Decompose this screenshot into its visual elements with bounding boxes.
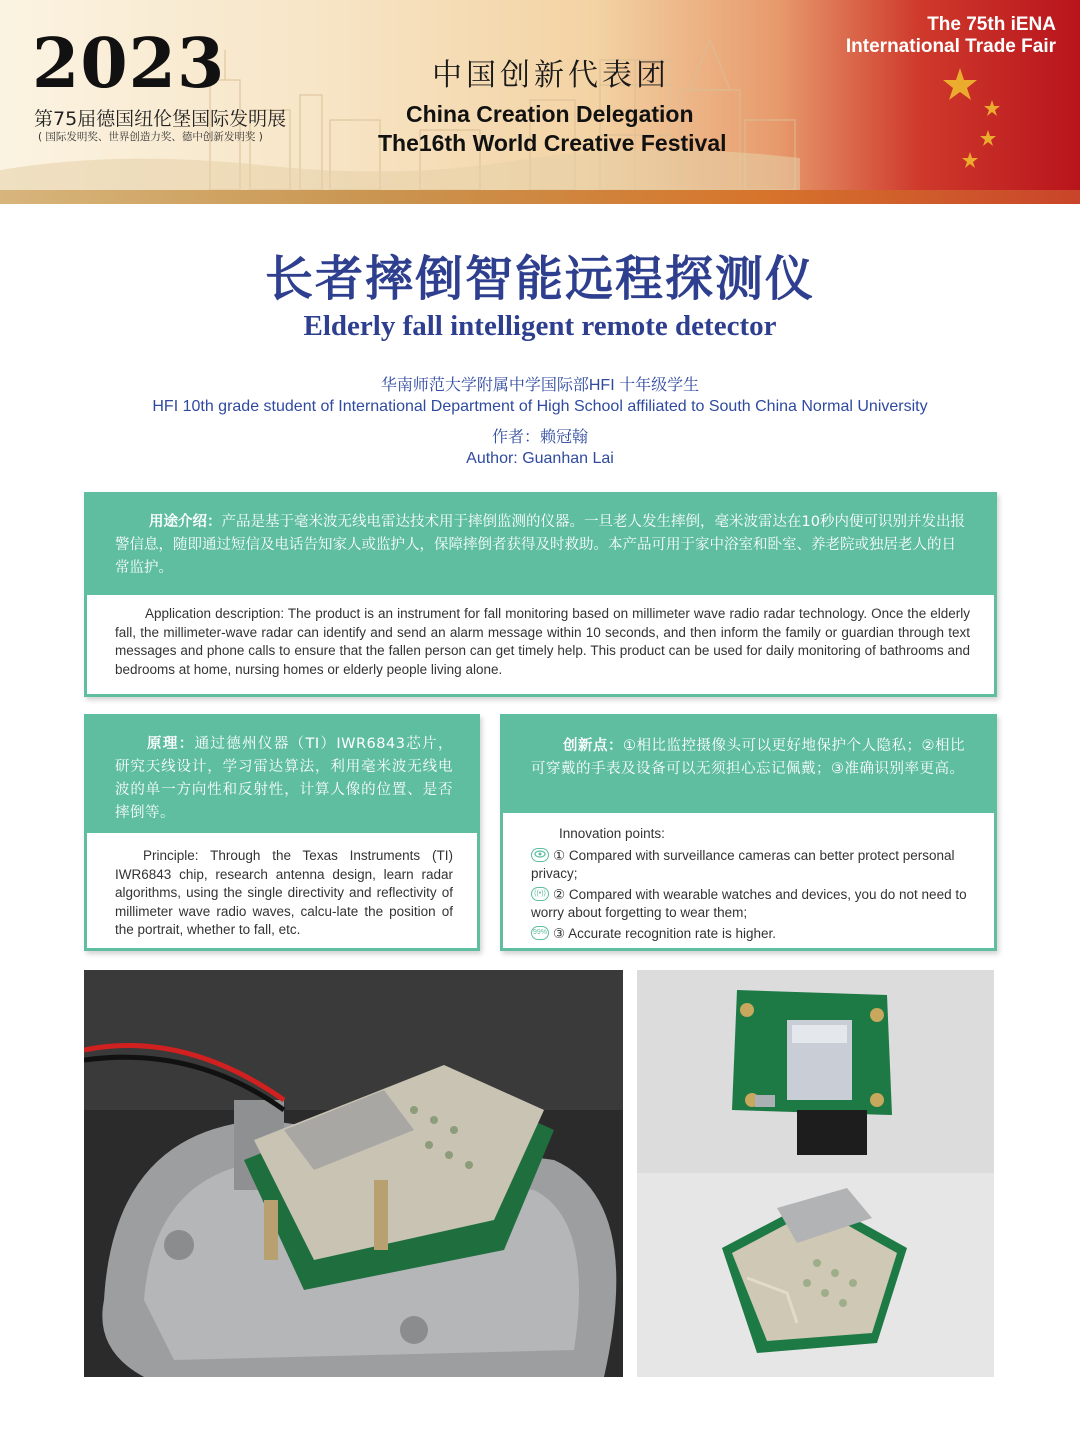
radar-board-angled-image [637, 1173, 994, 1377]
project-title-cn: 长者摔倒智能远程探测仪 [264, 251, 815, 307]
affiliation-cn: 华南师范大学附属中学国际部HFI 十年级学生 [380, 377, 700, 394]
innovation-section [500, 714, 997, 951]
device-photo-angle-view [637, 1173, 994, 1377]
delegation-name-en: China Creation Delegation [406, 101, 694, 127]
flag-stars-decoration [930, 60, 1020, 180]
application-text-cn: 产品是基于毫米波无线电雷达技术用于摔倒监测的仪器。一旦老人发生摔倒，毫米波雷达在10秒内便可识别并发出报警信息，随即通过短信及电话告知家人或监护人，保障摔倒者获得及时救助。本产品可用于家中浴室和卧室、养老院或独居老人的日常监护。 [115, 514, 965, 576]
innovation-title-en: Innovation points: [559, 826, 665, 841]
header-banner [0, 0, 1080, 200]
device-photo-top-view [637, 970, 994, 1173]
expo-name-cn: 第75届德国纽伦堡国际发明展 [34, 108, 287, 130]
application-section [84, 492, 997, 697]
principle-text-en: Principle: Through the Texas Instruments (TI) IWR6843 chip, research antenna design, learn radar algorithms, using the single directivity and reflectivity of millimeter wave radio waves, calcu-late the position of the portrait, whether to fall, etc. [115, 848, 453, 937]
banner-divider [0, 190, 1080, 204]
device-photo-assembled [84, 970, 623, 1377]
innovation-item-text: ② Compared with wearable watches and devices, you do not need to worry about forgetting to wear them; [531, 886, 967, 920]
iena-title-line1: The 75th iENA [927, 14, 1056, 35]
radar-in-housing-image [84, 970, 623, 1377]
innovation-item [531, 886, 970, 923]
wearable-icon: ((•)) [531, 887, 549, 901]
radar-board-top-image [637, 970, 994, 1173]
application-cn-block [87, 495, 994, 595]
application-text-en: Application description: The product is an instrument for fall monitoring based on millimeter wave radio radar technology. Once the elderly fall, the millimeter-wave radar can identify and send an alarm message within 10 seconds, and then inform the family or guardian through text messages and phone calls to ensure that the fallen person can get timely help. This product can be used for daily monitoring of bathrooms and bedrooms at home, nursing homes or elderly people living alone. [115, 606, 970, 677]
innovation-label-cn: 创新点： [563, 738, 623, 754]
principle-cn-block [87, 717, 477, 833]
innovation-en-block [503, 813, 994, 943]
innovation-item [531, 925, 970, 944]
principle-label-cn: 原理： [147, 736, 195, 752]
iena-title-line2: International Trade Fair [845, 36, 1056, 57]
accuracy-99-icon: 99% [531, 926, 549, 940]
innovation-cn-block [503, 717, 994, 813]
year-label: 2023 [32, 24, 226, 104]
author-name-cn: 作者：赖冠翰 [491, 429, 588, 446]
application-label-cn: 用途介绍： [149, 514, 222, 530]
delegation-name-cn: 中国创新代表团 [432, 58, 670, 93]
expo-awards: ( 国际发明奖、世界创造力奖、德中创新发明奖 ) [38, 131, 263, 143]
project-title-en: Elderly fall intelligent remote detector [303, 310, 777, 342]
innovation-text-cn: ①相比监控摄像头可以更好地保护个人隐私；②相比可穿戴的手表及设备可以无须担心忘记佩戴；③准确识别率更高。 [531, 738, 965, 777]
innovation-item-text: ① Compared with surveillance cameras can better protect personal privacy; [531, 847, 955, 881]
principle-text-cn: 通过德州仪器（TI）IWR6843芯片，研究天线设计，学习雷达算法，利用毫米波无线电波的单一方向性和反射性，计算人像的位置、是否摔倒等。 [115, 736, 453, 821]
eye-icon [531, 848, 549, 862]
principle-section [84, 714, 480, 951]
innovation-item-text: ③ Accurate recognition rate is higher. [553, 925, 776, 941]
innovation-item [531, 847, 970, 884]
author-name-en: Author: Guanhan Lai [466, 450, 614, 467]
festival-name-en: The16th World Creative Festival [378, 130, 727, 156]
affiliation-en: HFI 10th grade student of International Department of High School affiliated to South China Normal University [152, 398, 928, 415]
